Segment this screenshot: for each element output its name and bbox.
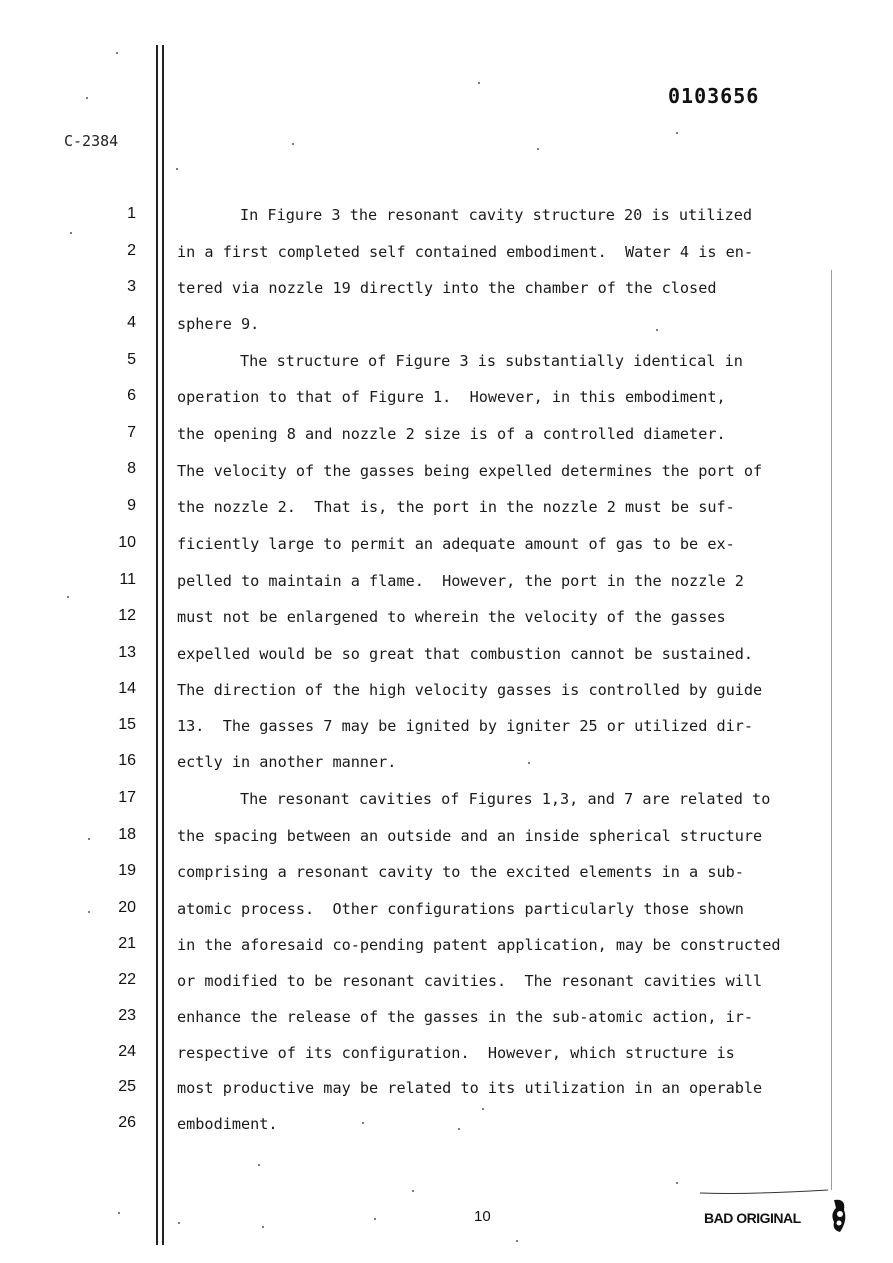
body-text-line: the opening 8 and nozzle 2 size is of a controlled diameter. [177,425,726,443]
scan-speck [516,1240,518,1242]
body-text-line: most productive may be related to its utilization in an operable [177,1079,763,1097]
body-text-line: The velocity of the gasses being expelled determines the port of [177,462,763,480]
scan-speck [88,911,90,913]
line-number: 5 [127,351,136,368]
body-text-line: must not be enlargened to wherein the velocity of the gasses [177,608,726,626]
line-number: 14 [118,680,136,697]
scan-speck [262,1226,264,1228]
scan-speck [458,1128,460,1130]
scan-speck [118,1212,120,1214]
line-number: 4 [127,314,136,331]
body-text-line: in the aforesaid co-pending patent application, may be constructed [177,936,781,954]
line-number: 6 [127,387,136,404]
scan-speck [374,1218,376,1220]
line-number: 9 [127,497,136,514]
line-number: 10 [118,534,136,551]
body-text-line: comprising a resonant cavity to the excited elements in a sub- [177,863,744,881]
right-margin-rule [831,270,832,1190]
line-number: 16 [118,752,136,769]
body-text-line: tered via nozzle 19 directly into the chamber of the closed [177,279,717,297]
case-id: C-2384 [64,132,119,150]
line-number: 12 [118,607,136,624]
body-text-line: operation to that of Figure 1. However, in this embodiment, [177,388,726,406]
body-text-line: atomic process. Other configurations particularly those shown [177,900,744,918]
body-text-line: ectly in another manner. [177,753,397,771]
scan-speck [482,1108,484,1110]
body-text-line: embodiment. [177,1115,278,1133]
line-number: 26 [118,1114,136,1131]
stamp-emblem-icon [828,1196,850,1236]
scan-speck [116,52,118,54]
bad-original-stamp: BAD ORIGINAL [704,1210,801,1226]
page-number: 10 [474,1208,491,1225]
line-number: 22 [118,971,136,988]
line-number: 24 [118,1043,136,1060]
line-number: 25 [118,1078,136,1095]
line-number: 18 [118,826,136,843]
body-text-line: The resonant cavities of Figures 1,3, and 7 are related to [240,790,771,808]
line-number: 13 [118,644,136,661]
line-number: 1 [127,205,136,222]
scan-speck [478,82,480,84]
line-number: 7 [127,424,136,441]
line-number: 20 [118,899,136,916]
scan-speck [656,329,658,331]
body-text-line: ficiently large to permit an adequate amount of gas to be ex- [177,535,735,553]
scan-speck [67,596,69,598]
body-text-line: the spacing between an outside and an inside spherical structure [177,827,763,845]
line-number: 8 [127,460,136,477]
body-text-line: sphere 9. [177,315,260,333]
scan-speck [676,132,678,134]
body-text-line: The direction of the high velocity gasses is controlled by guide [177,681,763,699]
margin-rule-right [162,45,164,1245]
body-text-line: enhance the release of the gasses in the sub-atomic action, ir- [177,1008,754,1026]
scan-speck [178,1222,180,1224]
body-text-line: In Figure 3 the resonant cavity structure 20 is utilized [240,206,753,224]
line-number: 19 [118,862,136,879]
line-number: 3 [127,278,136,295]
body-text-line: or modified to be resonant cavities. The resonant cavities will [177,972,763,990]
scan-speck [86,97,88,99]
scan-speck [258,1164,260,1166]
scan-speck [537,148,539,150]
line-number: 17 [118,789,136,806]
document-number: 0103656 [668,84,760,108]
scan-speck [88,838,90,840]
body-text-line: the nozzle 2. That is, the port in the nozzle 2 must be suf- [177,498,735,516]
scan-speck [676,1182,678,1184]
body-text-line: 13. The gasses 7 may be ignited by igniter 25 or utilized dir- [177,717,754,735]
line-number: 15 [118,716,136,733]
body-text-line: in a first completed self contained embodiment. Water 4 is en- [177,243,754,261]
scan-speck [292,143,294,145]
body-text-line: The structure of Figure 3 is substantially identical in [240,352,743,370]
line-number: 11 [119,571,136,588]
scan-speck [176,168,178,170]
line-number: 2 [127,242,136,259]
body-text-line: pelled to maintain a flame. However, the port in the nozzle 2 [177,572,744,590]
body-text-line: expelled would be so great that combustion cannot be sustained. [177,645,754,663]
scan-speck [70,232,72,234]
line-number: 21 [118,935,136,952]
scan-speck [362,1122,364,1124]
scan-speck [528,762,530,764]
body-text-line: respective of its configuration. However, which structure is [177,1044,735,1062]
line-number: 23 [118,1007,136,1024]
margin-rule-left [156,45,158,1245]
scan-speck [412,1190,414,1192]
stamp-scribble-icon [700,1188,828,1196]
